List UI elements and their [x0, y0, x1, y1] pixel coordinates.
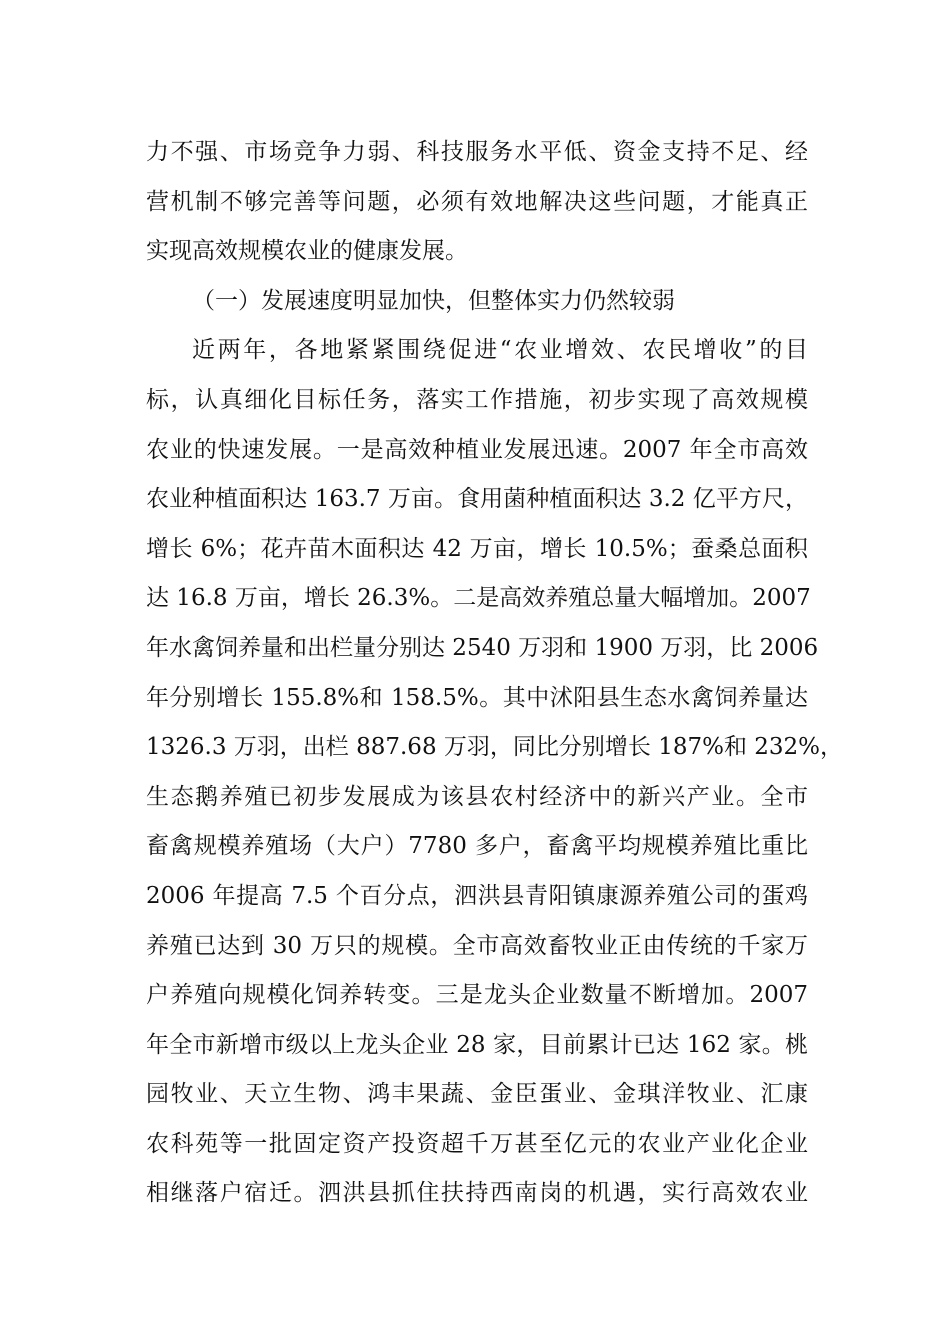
document-body: [146, 128, 844, 1219]
paragraph-line: 1326.3 万羽，出栏 887.68 万羽，同比分别增长 187%和 232%，: [146, 734, 844, 761]
section-heading: （一）发展速度明显加快，但整体实力仍然较弱: [192, 287, 675, 314]
paragraph-line: 力不强、市场竞争力弱、科技服务水平低、资金支持不足、经: [146, 139, 808, 165]
paragraph-line: 标，认真细化目标任务，落实工作措施，初步实现了高效规模: [146, 386, 808, 413]
paragraph-line: 农科苑等一批固定资产投资超千万甚至亿元的农业产业化企业: [146, 1130, 808, 1157]
paragraph-line: 增长 6%；花卉苗木面积达 42 万亩，增长 10.5%；蚕桑总面积: [146, 535, 808, 562]
paragraph-line: 年水禽饲养量和出栏量分别达 2540 万羽和 1900 万羽，比 2006: [146, 634, 819, 661]
paragraph-line: 近两年，各地紧紧围绕促进“农业增效、农民增收”的目: [192, 337, 808, 364]
paragraph-line: 实现高效规模农业的健康发展。: [146, 238, 468, 265]
paragraph-line: 户养殖向规模化饲养转变。三是龙头企业数量不断增加。2007: [146, 982, 808, 1009]
paragraph-line: 达 16.8 万亩，增长 26.3%。二是高效养殖总量大幅增加。2007: [146, 585, 811, 612]
paragraph-line: 园牧业、天立生物、鸿丰果蔬、金臣蛋业、金琪洋牧业、汇康: [146, 1081, 808, 1108]
paragraph-line: 营机制不够完善等问题，必须有效地解决这些问题，才能真正: [146, 188, 808, 215]
paragraph-line: 年全市新增市级以上龙头企业 28 家，目前累计已达 162 家。桃: [146, 1031, 808, 1058]
paragraph-line: 生态鹅养殖已初步发展成为该县农村经济中的新兴产业。全市: [146, 783, 808, 810]
paragraph-line: 相继落户宿迁。泗洪县抓住扶持西南岗的机遇，实行高效农业: [146, 1180, 808, 1207]
paragraph-line: 畜禽规模养殖场（大户）7780 多户，畜禽平均规模养殖比重比: [146, 833, 808, 860]
paragraph-line: 2006 年提高 7.5 个百分点，泗洪县青阳镇康源养殖公司的蛋鸡: [146, 882, 808, 909]
paragraph-line: 农业的快速发展。一是高效种植业发展迅速。2007 年全市高效: [146, 436, 808, 463]
paragraph-line: 年分别增长 155.8%和 158.5%。其中沭阳县生态水禽饲养量达: [146, 684, 808, 711]
paragraph-line: 农业种植面积达 163.7 万亩。食用菌种植面积达 3.2 亿平方尺，: [146, 486, 808, 513]
paragraph-line: 养殖已达到 30 万只的规模。全市高效畜牧业正由传统的千家万: [146, 932, 808, 959]
